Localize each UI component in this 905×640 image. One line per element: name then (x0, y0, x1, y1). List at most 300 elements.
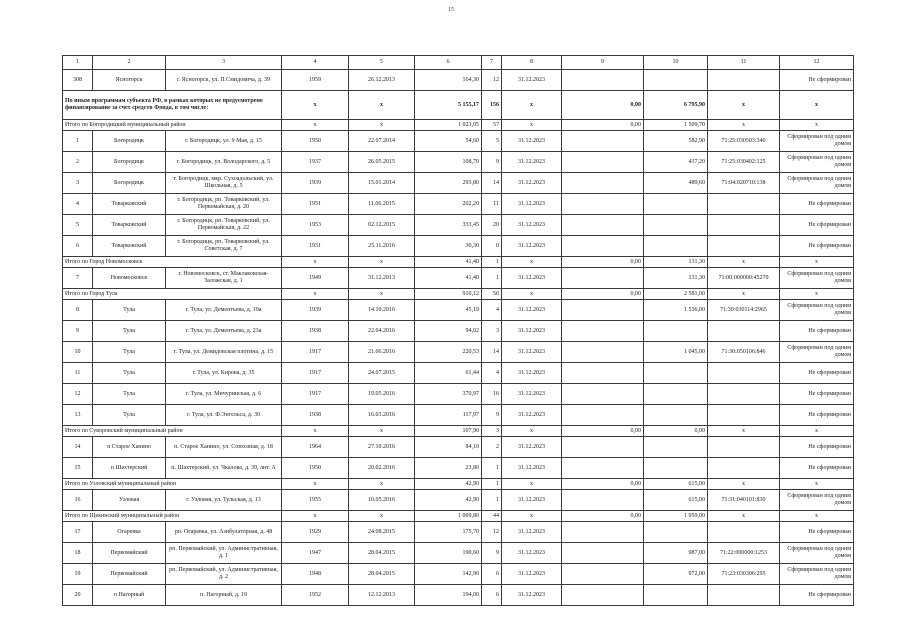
table-row (63, 490, 854, 511)
table-cell: Ясногорск (93, 70, 166, 91)
table-row (63, 268, 854, 289)
table-cell: 1939 (282, 300, 349, 321)
subtotal-label: Итого по Город Новомосковск (63, 257, 282, 268)
table-cell: 1 (482, 257, 502, 268)
table-cell (562, 173, 644, 194)
table-cell: 615,00 (644, 479, 708, 490)
table-cell: Сформирован под одним домом (780, 564, 854, 585)
table-cell (644, 215, 708, 236)
table-cell: 13 (63, 405, 93, 426)
table-cell: 1959 (282, 70, 349, 91)
table-cell: Тула (93, 405, 166, 426)
table-cell: 1937 (282, 152, 349, 173)
table-cell: 18 (63, 543, 93, 564)
subtotal-label: Итого по Суворовский муниципальный район (63, 426, 282, 437)
table-cell: Узловая (93, 490, 166, 511)
subtotal-row (63, 426, 854, 437)
table-cell: 1950 (282, 458, 349, 479)
table-cell: Не сформирован (780, 522, 854, 543)
table-cell: Тула (93, 342, 166, 363)
table-cell: 27.10.2016 (349, 437, 415, 458)
table-cell (708, 70, 780, 91)
table-cell (708, 215, 780, 236)
table-cell: Не сформирован (780, 405, 854, 426)
table-cell (644, 405, 708, 426)
table-cell: 16 (63, 490, 93, 511)
table-cell: 1938 (282, 405, 349, 426)
table-cell: 54,60 (415, 131, 482, 152)
table-cell: Не сформирован (780, 194, 854, 215)
registry-table (62, 55, 854, 606)
table-cell: 8 (63, 300, 93, 321)
table-cell: 1917 (282, 384, 349, 405)
table-cell: 31.12.2023 (502, 300, 562, 321)
table-cell (562, 384, 644, 405)
table-cell: х (282, 479, 349, 490)
column-header: 2 (93, 56, 166, 70)
table-cell: х (708, 120, 780, 131)
table-cell: г. Тула, ул. Дементьева, д. 23а (166, 321, 282, 342)
table-cell: 0,00 (562, 120, 644, 131)
table-cell (562, 564, 644, 585)
table-cell: 1 009,80 (415, 511, 482, 522)
table-cell: 1917 (282, 363, 349, 384)
subtotal-row (63, 479, 854, 490)
table-row (63, 543, 854, 564)
table-row (63, 70, 854, 91)
table-cell: 22.04.2016 (349, 321, 415, 342)
table-cell: х (780, 511, 854, 522)
table-cell: 31.12.2023 (502, 543, 562, 564)
table-cell: х (502, 120, 562, 131)
table-cell (562, 70, 644, 91)
table-cell: 293,80 (415, 173, 482, 194)
table-cell: 6 (63, 236, 93, 257)
table-cell: 50 (482, 289, 502, 300)
table-cell: 9 (63, 321, 93, 342)
table-cell: 15 (63, 458, 93, 479)
table-cell (644, 321, 708, 342)
table-cell: 2 (482, 437, 502, 458)
table-cell: 71:30:050106:846 (708, 342, 780, 363)
table-cell: 1939 (282, 173, 349, 194)
column-header: 8 (502, 56, 562, 70)
table-cell: 1948 (282, 564, 349, 585)
table-cell: Не сформирован (780, 437, 854, 458)
table-cell: 131,30 (644, 257, 708, 268)
table-cell: 0,00 (562, 257, 644, 268)
table-cell: 15.01.2014 (349, 173, 415, 194)
table-cell: 61,44 (415, 363, 482, 384)
table-cell: х (349, 511, 415, 522)
table-cell: Сформирован под одним домом (780, 131, 854, 152)
table-cell: 1953 (282, 215, 349, 236)
table-row (63, 215, 854, 236)
table-cell: 1955 (282, 490, 349, 511)
table-cell (644, 384, 708, 405)
table-cell: Товарковский (93, 215, 166, 236)
section-total-row (63, 91, 854, 120)
table-cell: 1 959,00 (644, 511, 708, 522)
table-cell: 9 (482, 543, 502, 564)
table-cell: 20 (482, 215, 502, 236)
table-cell: 31.12.2023 (502, 152, 562, 173)
table-cell: 19 (63, 564, 93, 585)
table-cell: х (349, 479, 415, 490)
table-cell: х (780, 289, 854, 300)
column-header: 6 (415, 56, 482, 70)
table-cell (708, 458, 780, 479)
table-cell: 12 (63, 384, 93, 405)
table-cell: Не сформирован (780, 236, 854, 257)
table-cell: 31.12.2023 (502, 458, 562, 479)
table-row (63, 194, 854, 215)
table-cell: 24.07.2015 (349, 363, 415, 384)
table-cell: Не сформирован (780, 384, 854, 405)
table-cell: 2 581,00 (644, 289, 708, 300)
table-cell: 31.12.2023 (502, 321, 562, 342)
table-cell: 30,30 (415, 236, 482, 257)
table-cell: Не сформирован (780, 321, 854, 342)
header-row (63, 56, 854, 70)
table-cell: 3 (482, 426, 502, 437)
table-cell: 28.04.2015 (349, 564, 415, 585)
table-cell: 57 (482, 120, 502, 131)
table-row (63, 363, 854, 384)
table-cell (562, 268, 644, 289)
table-cell: г. Тула, ул. Ф.Энгельса, д. 30 (166, 405, 282, 426)
table-cell: Сформирован под одним домом (780, 543, 854, 564)
table-cell: 142,90 (415, 564, 482, 585)
table-cell: Первомайский (93, 543, 166, 564)
table-cell: 10 (63, 342, 93, 363)
table-cell: 108,70 (415, 152, 482, 173)
table-cell (562, 458, 644, 479)
table-cell: Новомосковск (93, 268, 166, 289)
table-cell: 10.05.2016 (349, 490, 415, 511)
table-cell: Богородицк (93, 173, 166, 194)
table-cell: 31.12.2023 (502, 194, 562, 215)
table-cell: 20 (63, 585, 93, 606)
table-cell: п Старое Ханино (93, 437, 166, 458)
table-cell: 910,12 (415, 289, 482, 300)
table-cell (562, 363, 644, 384)
table-cell: х (708, 257, 780, 268)
table-cell: 16 (482, 384, 502, 405)
table-cell: 14.10.2016 (349, 300, 415, 321)
table-cell: 31.12.2023 (502, 173, 562, 194)
table-cell: 0,00 (644, 426, 708, 437)
table-cell: 164,30 (415, 70, 482, 91)
table-cell: г. Тула, ул. Демидовская плотина, д. 15 (166, 342, 282, 363)
subtotal-label: Итого по Узловский муниципальный район (63, 479, 282, 490)
table-cell: 0,00 (562, 91, 644, 120)
table-cell (562, 522, 644, 543)
table-cell: х (780, 479, 854, 490)
table-cell: 156 (482, 91, 502, 120)
table-cell: 6 795,90 (644, 91, 708, 120)
table-cell: х (282, 426, 349, 437)
table-cell: г. Ясногорск, ул. П.Смидовича, д. 39 (166, 70, 282, 91)
table-cell: 4 (63, 194, 93, 215)
table-cell: х (780, 257, 854, 268)
table-cell: г. Тула, ул. Мичуринская, д. 6 (166, 384, 282, 405)
table-cell: 987,00 (644, 543, 708, 564)
table-cell: 615,00 (644, 490, 708, 511)
table-cell: Не сформирован (780, 70, 854, 91)
table-row (63, 437, 854, 458)
table-cell: 31.12.2023 (502, 70, 562, 91)
table-row (63, 585, 854, 606)
column-header: 7 (482, 56, 502, 70)
table-cell: 12 (482, 522, 502, 543)
column-header: 4 (282, 56, 349, 70)
table-cell: 5 155,17 (415, 91, 482, 120)
table-cell (708, 405, 780, 426)
table-cell: 3 (63, 173, 93, 194)
table-cell: х (708, 479, 780, 490)
table-cell: п Нагорный (93, 585, 166, 606)
table-cell: г. Богородицк, рп. Товарковский, ул. Советская, д. 7 (166, 236, 282, 257)
table-cell: 12 (482, 70, 502, 91)
subtotal-row (63, 120, 854, 131)
table-cell: х (282, 120, 349, 131)
table-cell: 1938 (282, 321, 349, 342)
table-cell: Первомайский (93, 564, 166, 585)
table-row (63, 173, 854, 194)
table-cell (562, 215, 644, 236)
table-cell (562, 342, 644, 363)
table-cell: 0,00 (562, 479, 644, 490)
table-cell: 11 (63, 363, 93, 384)
table-cell: 489,60 (644, 173, 708, 194)
table-cell: 84,10 (415, 437, 482, 458)
table-cell: 9 (482, 405, 502, 426)
table-cell: х (708, 426, 780, 437)
table-cell: 42,90 (415, 490, 482, 511)
table-cell (708, 522, 780, 543)
table-cell: 0 (482, 236, 502, 257)
table-cell: 11 (482, 194, 502, 215)
table-cell: 3 (482, 321, 502, 342)
table-row (63, 405, 854, 426)
table-row (63, 321, 854, 342)
table-cell: 31.12.2023 (502, 405, 562, 426)
table-cell: х (502, 257, 562, 268)
subtotal-row (63, 511, 854, 522)
table-cell: 1951 (282, 194, 349, 215)
table-cell: 02.12.2015 (349, 215, 415, 236)
subtotal-label: Итого по Город Тула (63, 289, 282, 300)
table-row (63, 458, 854, 479)
table-cell: 31.12.2023 (502, 363, 562, 384)
table-cell (562, 236, 644, 257)
table-cell: 1 045,00 (644, 342, 708, 363)
table-cell: 1964 (282, 437, 349, 458)
table-cell: х (780, 426, 854, 437)
table-cell: х (708, 91, 780, 120)
table-cell: х (780, 120, 854, 131)
table-row (63, 384, 854, 405)
table-cell (562, 194, 644, 215)
table-cell (562, 131, 644, 152)
table-cell: х (502, 479, 562, 490)
table-cell: 370,97 (415, 384, 482, 405)
table-cell: 308 (63, 70, 93, 91)
subtotal-label: Итого по Щекинский муниципальный район (63, 511, 282, 522)
table-cell: х (282, 257, 349, 268)
table-cell: х (282, 91, 349, 120)
table-cell: 1917 (282, 342, 349, 363)
table-cell: 41,40 (415, 268, 482, 289)
table-cell: 45,19 (415, 300, 482, 321)
table-cell: 24.08.2015 (349, 522, 415, 543)
table-cell: рп. Первомайский, ул. Административная, д. 2 (166, 564, 282, 585)
table-cell (708, 194, 780, 215)
table-cell: х (349, 91, 415, 120)
table-cell: 21.06.2016 (349, 342, 415, 363)
table-cell: 31.12.2023 (502, 342, 562, 363)
table-cell: 94,02 (415, 321, 482, 342)
table-cell: 2 (63, 152, 93, 173)
table-cell: Сформирован под одним домом (780, 152, 854, 173)
table-cell: х (502, 91, 562, 120)
table-row (63, 564, 854, 585)
table-cell: 1952 (282, 585, 349, 606)
table-cell (562, 152, 644, 173)
table-row (63, 342, 854, 363)
table-cell: 42,90 (415, 479, 482, 490)
table-cell: 31.12.2023 (502, 215, 562, 236)
table-cell: х (780, 91, 854, 120)
table-cell (562, 490, 644, 511)
table-cell: рп. Первомайский, ул. Административная, д. 1 (166, 543, 282, 564)
table-cell: 0,00 (562, 511, 644, 522)
table-cell: х (282, 289, 349, 300)
table-cell (708, 585, 780, 606)
table-cell: 107,90 (415, 426, 482, 437)
table-cell: 175,70 (415, 522, 482, 543)
table-cell: г. Богородицк, ул. Володарского, д. 5 (166, 152, 282, 173)
table-cell: г. Тула, ул. Дементьева, д. 19а (166, 300, 282, 321)
table-cell (644, 194, 708, 215)
table-cell: 1929 (282, 522, 349, 543)
table-cell: 71:22:000000:1253 (708, 543, 780, 564)
page-number: 15 (448, 7, 454, 13)
table-cell: Тула (93, 363, 166, 384)
table-cell: 131,30 (644, 268, 708, 289)
table-cell: 1 (482, 490, 502, 511)
table-row (63, 152, 854, 173)
table-cell: 1 (63, 131, 93, 152)
table-cell: 117,97 (415, 405, 482, 426)
table-cell (644, 437, 708, 458)
table-cell: 9 (482, 152, 502, 173)
table-cell (644, 363, 708, 384)
table-cell: г. Тула, ул. Кирова, д. 35 (166, 363, 282, 384)
table-cell: 202,20 (415, 194, 482, 215)
table-cell (708, 363, 780, 384)
table-cell: 44 (482, 511, 502, 522)
table-cell: Не сформирован (780, 215, 854, 236)
table-cell: 16.03.2016 (349, 405, 415, 426)
column-header: 3 (166, 56, 282, 70)
table-cell: 31.12.2023 (502, 564, 562, 585)
table-cell: х (502, 511, 562, 522)
table-cell: 14 (63, 437, 93, 458)
table-cell: 190,60 (415, 543, 482, 564)
table-cell: п. Нагорный, д. 19 (166, 585, 282, 606)
table-cell: 11.06.2015 (349, 194, 415, 215)
table-cell: Не сформирован (780, 585, 854, 606)
table-cell: Сформирован под одним домом (780, 173, 854, 194)
table-cell: х (708, 511, 780, 522)
table-cell: 1947 (282, 543, 349, 564)
subtotal-label: Итого по Богородицкий муниципальный район (63, 120, 282, 131)
table-cell: 71:23:030306:295 (708, 564, 780, 585)
table-cell: Сформирован под одним домом (780, 300, 854, 321)
table-cell (562, 405, 644, 426)
table-row (63, 522, 854, 543)
column-header: 1 (63, 56, 93, 70)
table-cell: 1949 (282, 268, 349, 289)
table-cell: х (349, 120, 415, 131)
table-cell: 19.05.2016 (349, 384, 415, 405)
table-cell: Тула (93, 384, 166, 405)
table-cell (562, 543, 644, 564)
table-cell: 7 (63, 268, 93, 289)
table-cell: г. Узловая, ул. Тульская, д. 13 (166, 490, 282, 511)
table-cell: п. Шахтерский, ул. Чкалова, д. 39, лит. А (166, 458, 282, 479)
table-cell: рп. Огаревка, ул. Азибулаторная, д. 48 (166, 522, 282, 543)
table-cell: Богородицк (93, 152, 166, 173)
table-cell: 31.12.2023 (502, 490, 562, 511)
table-cell: 0,00 (562, 426, 644, 437)
subtotal-row (63, 289, 854, 300)
table-cell (562, 321, 644, 342)
table-cell: х (349, 289, 415, 300)
table-cell: 71:04:020710:138 (708, 173, 780, 194)
table-cell: х (349, 426, 415, 437)
table-cell: Товарковский (93, 236, 166, 257)
table-cell: 28.04.2015 (349, 543, 415, 564)
table-cell: 71:25:030503:340 (708, 131, 780, 152)
column-header: 12 (780, 56, 854, 70)
table-cell (644, 458, 708, 479)
column-header: 10 (644, 56, 708, 70)
table-cell: 1 (482, 458, 502, 479)
table-cell (562, 585, 644, 606)
table-cell: 4 (482, 300, 502, 321)
table-cell: 1950 (282, 131, 349, 152)
table-cell: г. Богородицк, мкр. Сухоадольский, ул. Школьная, д. 5 (166, 173, 282, 194)
table-cell: п Шахтерский (93, 458, 166, 479)
table-cell (644, 585, 708, 606)
table-cell: Сформирован под одним домом (780, 342, 854, 363)
table-cell: 31.12.2023 (502, 384, 562, 405)
table-cell (708, 384, 780, 405)
table-cell: х (502, 426, 562, 437)
table-cell: г. Новомосковск, ст. Маклаковская-Заложская, д. 1 (166, 268, 282, 289)
table-cell: 20.02.2016 (349, 458, 415, 479)
table-cell: 41,40 (415, 257, 482, 268)
table-row (63, 131, 854, 152)
table-cell: 26.12.2013 (349, 70, 415, 91)
table-cell: 5 (63, 215, 93, 236)
table-cell (708, 321, 780, 342)
table-cell (644, 522, 708, 543)
table-cell: 6 (482, 564, 502, 585)
